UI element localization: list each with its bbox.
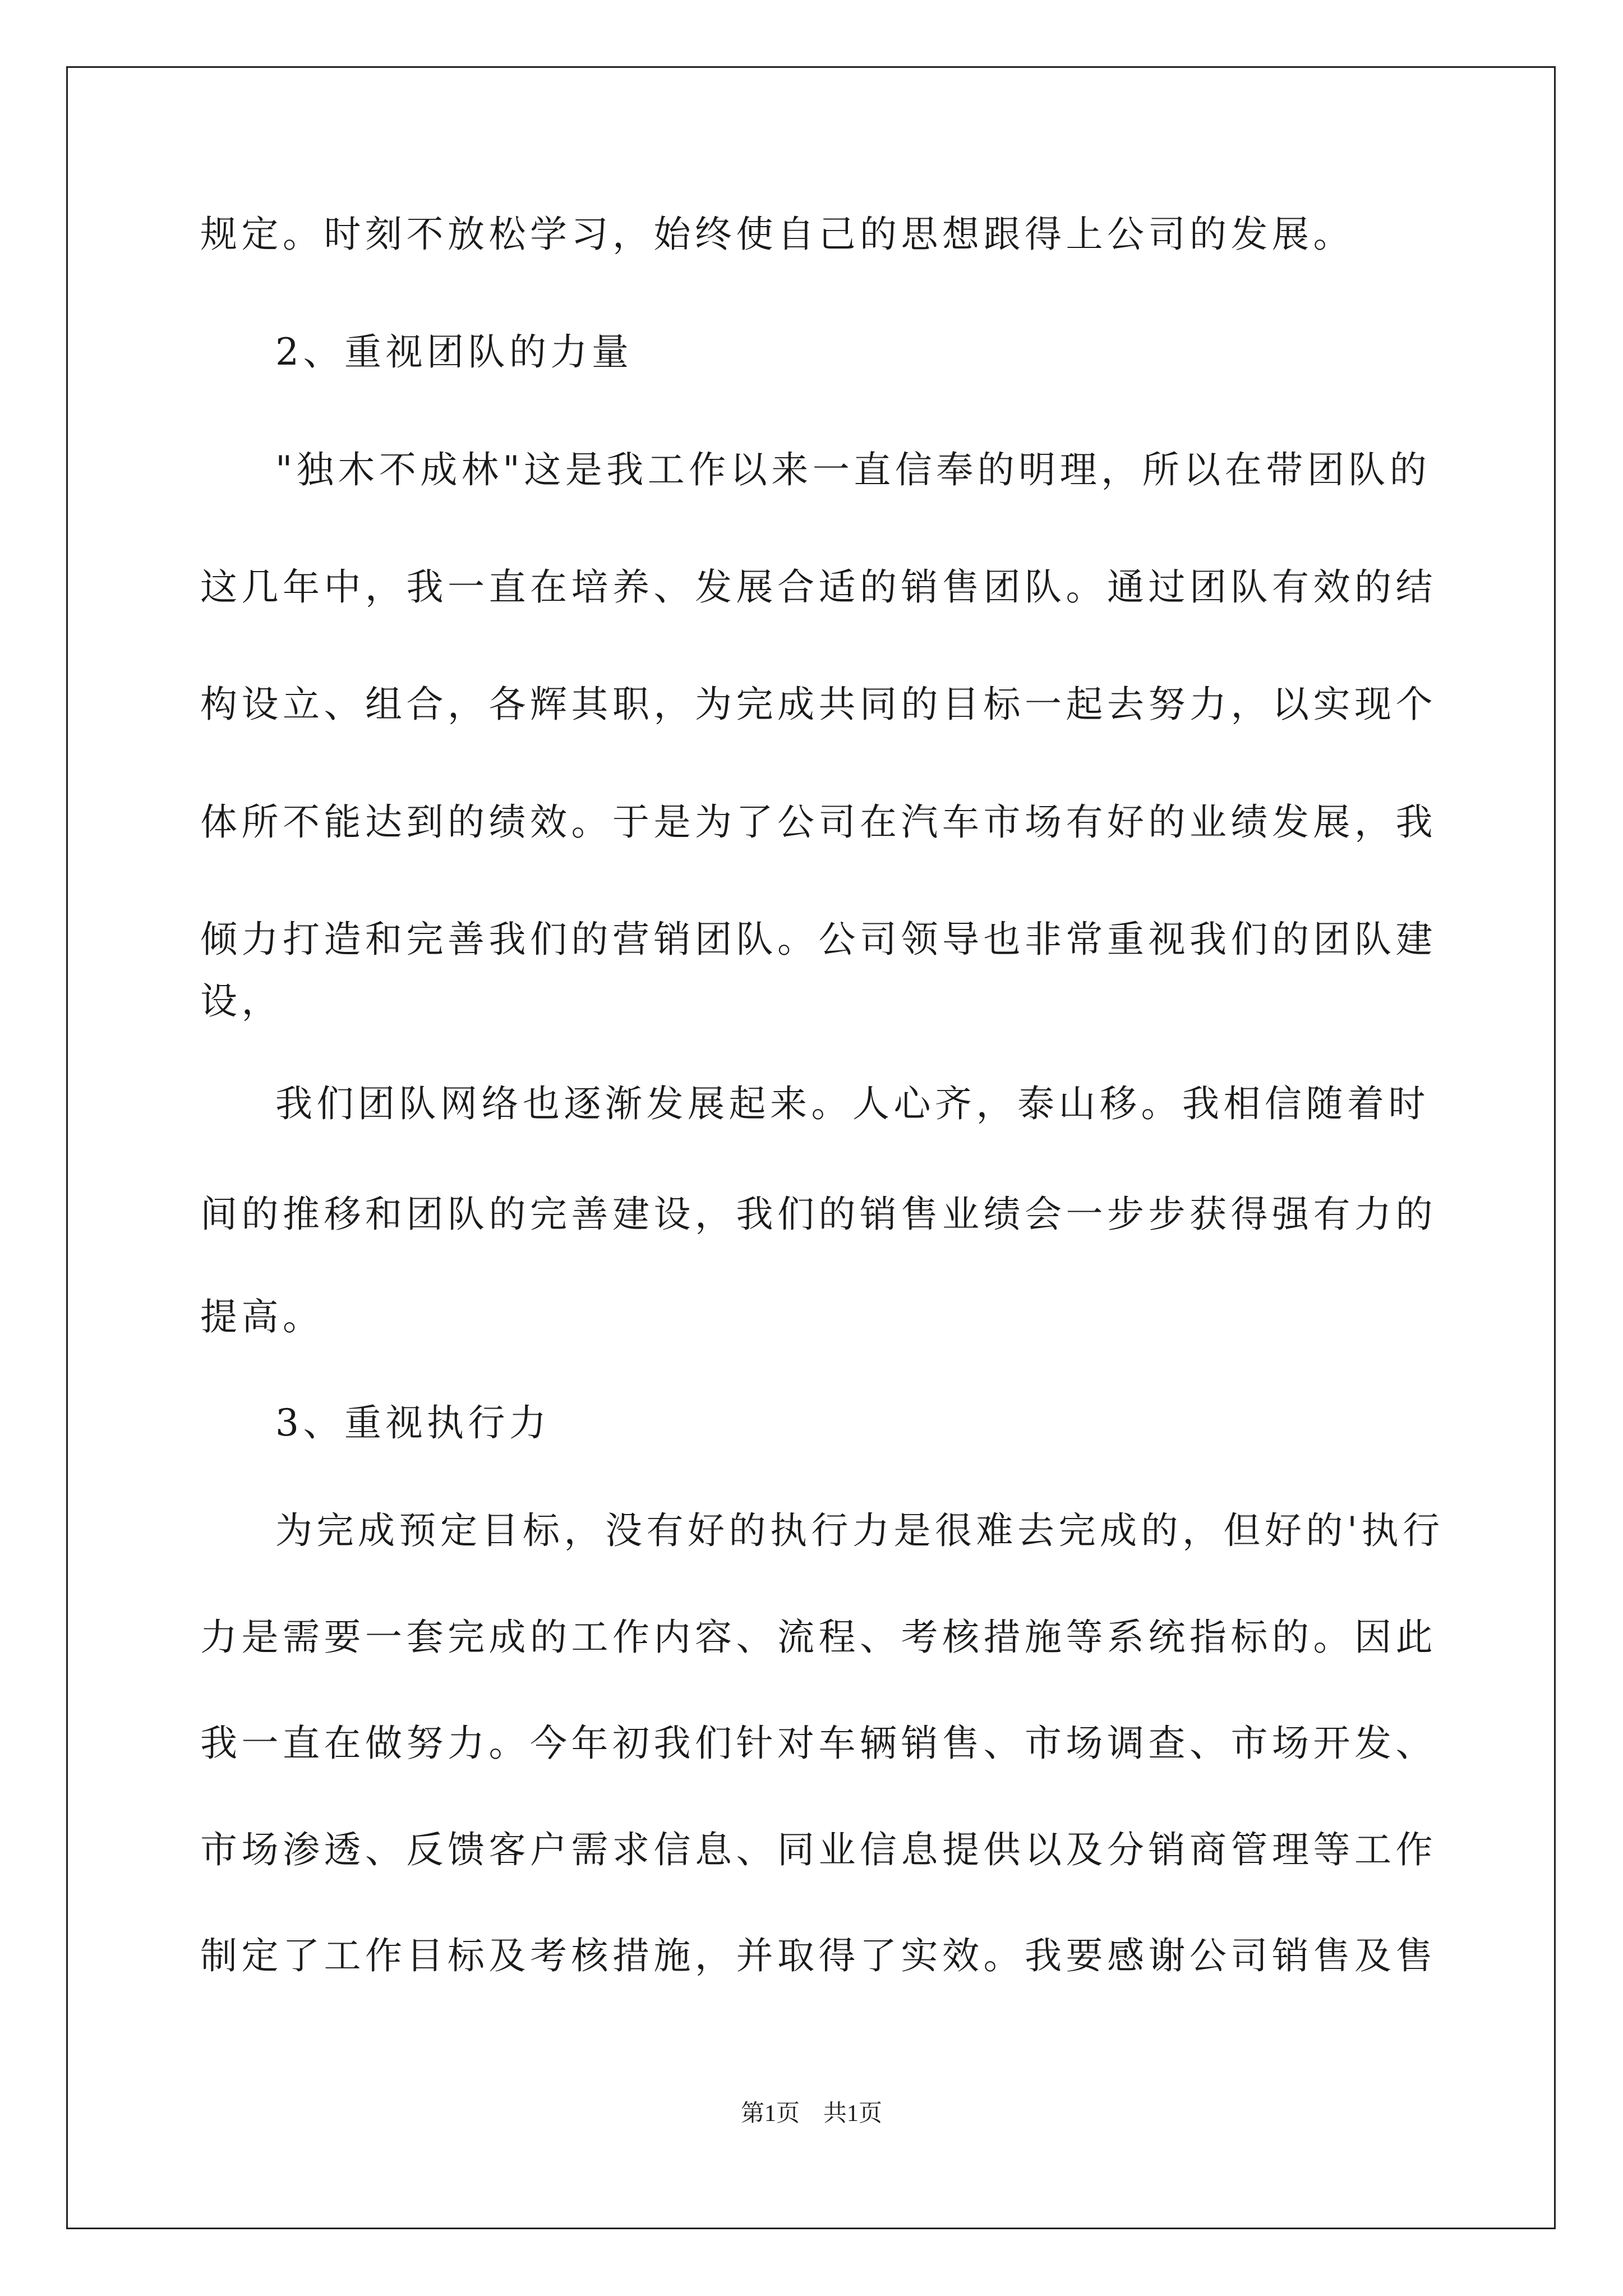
paragraph-line: 这几年中，我一直在培养、发展合适的销售团队。通过团队有效的结 <box>200 565 1437 609</box>
paragraph-line: 制定了工作目标及考核措施，并取得了实效。我要感谢公司销售及售 <box>200 1934 1437 1977</box>
paragraph-line: 设， <box>200 979 283 1023</box>
page-number-footer: 第1页 共1页 <box>740 2101 882 2127</box>
paragraph-line: 我们团队网络也逐渐发展起来。人心齐，泰山移。我相信随着时 <box>275 1082 1430 1125</box>
paragraph-line: 倾力打造和完善我们的营销团队。公司领导也非常重视我们的团队建 <box>200 918 1437 961</box>
paragraph-line: "独木不成林"这是我工作以来一直信奉的明理，所以在带团队的 <box>275 448 1431 491</box>
paragraph-line: 提高。 <box>200 1295 324 1338</box>
page-border <box>66 66 1556 2229</box>
paragraph-line: 规定。时刻不放松学习，始终使自己的思想跟得上公司的发展。 <box>200 213 1354 256</box>
paragraph-line: 体所不能达到的绩效。于是为了公司在汽车市场有好的业绩发展，我 <box>200 800 1437 844</box>
paragraph-line: 力是需要一套完成的工作内容、流程、考核措施等系统指标的。因此 <box>200 1616 1437 1659</box>
section-heading: 2、重视团队的力量 <box>275 330 633 374</box>
paragraph-line: 市场渗透、反馈客户需求信息、同业信息提供以及分销商管理等工作 <box>200 1828 1437 1871</box>
section-heading: 3、重视执行力 <box>275 1401 551 1444</box>
paragraph-line: 为完成预定目标，没有好的执行力是很难去完成的，但好的'执行 <box>275 1509 1444 1552</box>
paragraph-line: 间的推移和团队的完善建设，我们的销售业绩会一步步获得强有力的 <box>200 1193 1437 1236</box>
paragraph-line: 构设立、组合，各辉其职，为完成共同的目标一起去努力，以实现个 <box>200 683 1437 726</box>
paragraph-line: 我一直在做努力。今年初我们针对车辆销售、市场调查、市场开发、 <box>200 1722 1437 1765</box>
